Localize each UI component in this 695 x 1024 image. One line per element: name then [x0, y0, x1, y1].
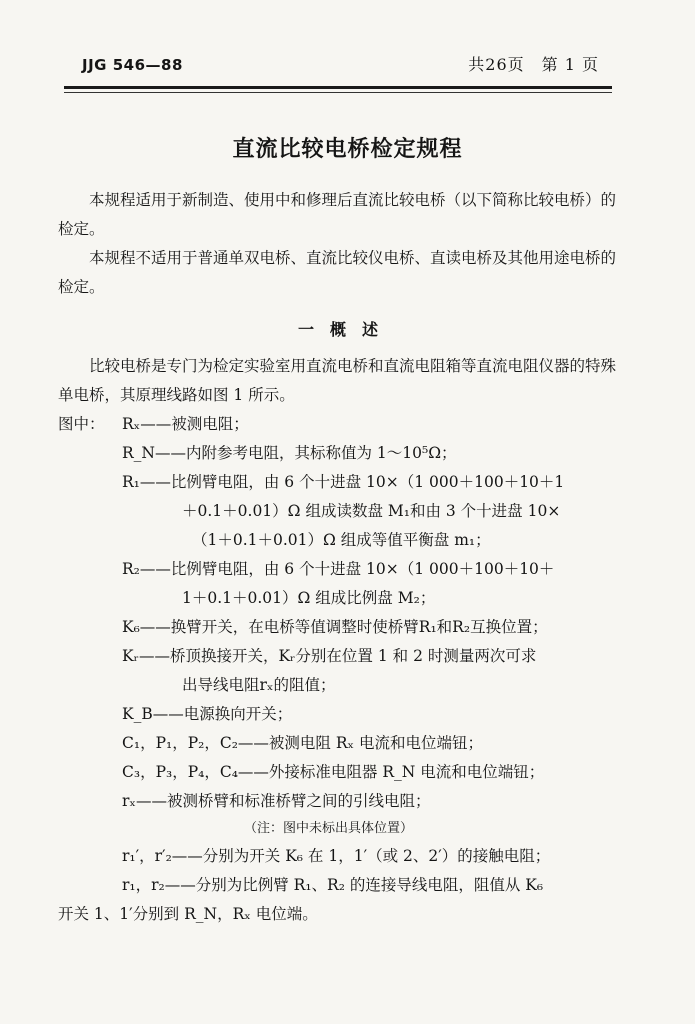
intro-paragraph-2: 本规程不适用于普通单双电桥、直流比较仪电桥、直读电桥及其他用途电桥的检定。 [58, 249, 617, 296]
legend-line: K_B——电源换向开关； [122, 705, 293, 723]
document-body: 本规程适用于新制造、使用中和修理后直流比较电桥（以下简称比较电桥）的检定。 本规程不适用于普通单双电桥、直流比较仪电桥、直读电桥及其他用途电桥的检定。 一 概 述 比较电桥是专门为检定实验室用直流电桥和直流电阻箱等直流电阻仪器的特殊单电桥，其原理线路如图 1 所示。 图中： Rₓ——被测电阻； R_N——内附参考电阻，其标称值为 1～10⁵Ω； R₁——比例臂电阻，由 6 个十进盘 10×（1 000＋100＋10＋1 ＋0.1＋0.01）Ω 组成读数盘 M₁和由 3 个十进盘 10× （1＋0.1＋0.01）Ω 组成等值平衡盘 m₁； R₂——比例臂电阻，由 6 个十进盘 10×（1 000＋100＋10＋ 1＋0.1＋0.01）Ω 组成比例盘 M₂； K₆——换臂开关，在电桥等值调整时使桥臂R₁和R₂互换位置； Kᵣ——桥顶换接开关，Kᵣ分别在位置 1 和 2 时测量两次可求 出导线电阻rₓ的阻值； K_B——电源换向开关； C₁，P₁，P₂，C₂——被测电阻 Rₓ 电流和电位端钮； C₃，P₃，P₄，C₄——外接标准电阻器 R_N 电流和电位端钮； rₓ——被测桥臂和标准桥臂之间的引线电阻； （注：图中未标出具体位置） r₁′，r′₂——分别为开关 K₆ 在 1，1′（或 2、2′）的接触电阻； r₁，r₂——分别为比例臂 R₁、R₂ 的连接导线电阻，阻值从 K₆ 开关 1、1′分别到 R_N，Rₓ 电位端。 [58, 186, 618, 929]
legend-line: K₆——换臂开关，在电桥等值调整时使桥臂R₁和R₂互换位置； [122, 618, 548, 636]
section-paragraph: 比较电桥是专门为检定实验室用直流电桥和直流电阻箱等直流电阻仪器的特殊单电桥，其原理线路如图 1 所示。 [58, 357, 617, 404]
intro-paragraph-1: 本规程适用于新制造、使用中和修理后直流比较电桥（以下简称比较电桥）的检定。 [58, 191, 617, 238]
figure-note: （注：图中未标出具体位置） [244, 821, 414, 836]
legend-line: 1＋0.1＋0.01）Ω 组成比例盘 M₂； [182, 589, 436, 607]
header-rule-thin [64, 92, 612, 93]
legend-line: 出导线电阻rₓ的阻值； [182, 676, 336, 694]
legend-line: （1＋0.1＋0.01）Ω 组成等值平衡盘 m₁； [192, 531, 491, 549]
page-title: 直流比较电桥检定规程 [232, 137, 463, 162]
doc-code: JJG 546—88 [82, 56, 183, 74]
legend-line: C₃，P₃，P₄，C₄——外接标准电阻器 R_N 电流和电位端钮； [122, 763, 545, 781]
legend-line: R₁——比例臂电阻，由 6 个十进盘 10×（1 000＋100＋10＋1 [122, 473, 565, 491]
page-info: 共26页 第 1 页 [468, 55, 599, 74]
legend-line: r₁，r₂——分别为比例臂 R₁、R₂ 的连接导线电阻，阻值从 K₆ [122, 876, 544, 894]
legend-line: R₂——比例臂电阻，由 6 个十进盘 10×（1 000＋100＋10＋ [122, 560, 555, 578]
legend-line: C₁，P₁，P₂，C₂——被测电阻 Rₓ 电流和电位端钮； [122, 734, 484, 752]
header-rule-thick [64, 86, 612, 89]
legend-line: ＋0.1＋0.01）Ω 组成读数盘 M₁和由 3 个十进盘 10× [182, 502, 561, 520]
section-heading: 一 概 述 [297, 320, 378, 339]
legend-line: Kᵣ——桥顶换接开关，Kᵣ分别在位置 1 和 2 时测量两次可求 [122, 647, 537, 665]
legend-line: R_N——内附参考电阻，其标称值为 1～10⁵Ω； [122, 444, 457, 462]
legend-line: Rₓ——被测电阻； [122, 415, 249, 433]
legend-line: r₁′，r′₂——分别为开关 K₆ 在 1，1′（或 2、2′）的接触电阻； [122, 847, 551, 865]
legend-line: 开关 1、1′分别到 R_N，Rₓ 电位端。 [58, 905, 318, 923]
legend-line: rₓ——被测桥臂和标准桥臂之间的引线电阻； [122, 792, 431, 810]
